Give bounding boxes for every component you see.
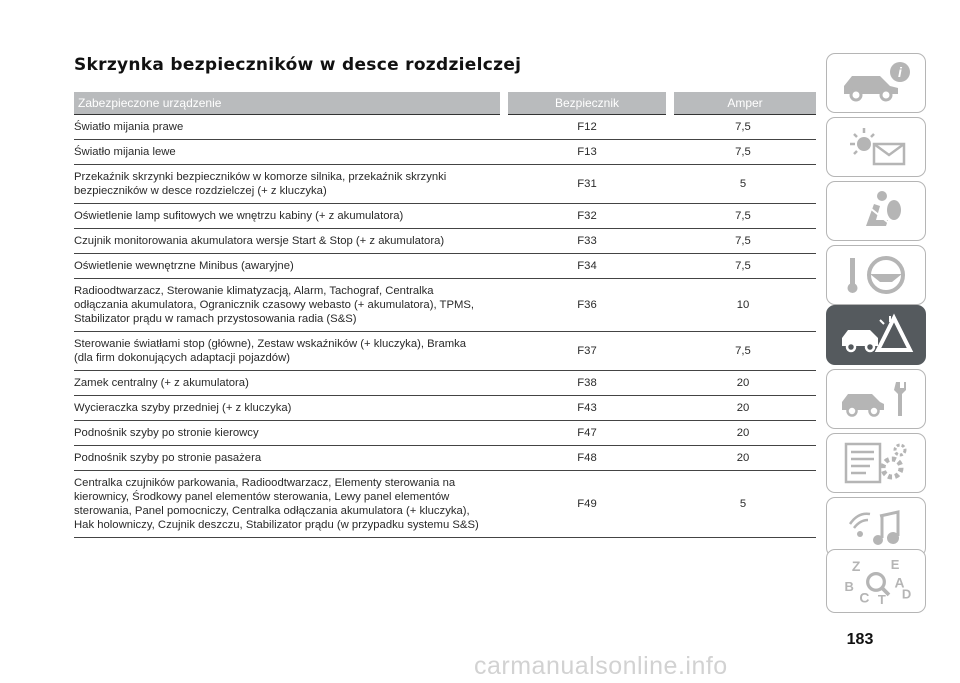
cell-device: Sterowanie światłami stop (główne), Zestaw wskaźników (+ kluczyka), Bramka (dla firm dokonujących adaptacji pojazdów) xyxy=(74,332,504,371)
cell-device: Światło mijania lewe xyxy=(74,140,504,165)
steering-wheel-key-icon xyxy=(836,250,916,300)
tab-emergency[interactable] xyxy=(826,305,926,365)
cell-fuse: F32 xyxy=(504,204,670,229)
cell-amp: 7,5 xyxy=(670,204,816,229)
fuse-table xyxy=(74,92,816,538)
index-letter-c: C xyxy=(859,589,870,606)
cell-device: Podnośnik szyby po stronie kierowcy xyxy=(74,421,504,446)
header-device: Zabezpieczone urządzenie xyxy=(74,92,504,115)
cell-fuse: F43 xyxy=(504,396,670,421)
alphabetical-index-icon xyxy=(836,556,916,606)
cell-amp: 5 xyxy=(670,165,816,204)
car-service-icon xyxy=(836,374,916,424)
table-row xyxy=(74,332,816,371)
warning-lights-icon xyxy=(836,122,916,172)
table-row xyxy=(74,371,816,396)
tab-multimedia[interactable] xyxy=(826,497,926,557)
cell-device: Przekaźnik skrzynki bezpieczników w komorze silnika, przekaźnik skrzynki bezpieczników w desce rozdzielczej (+ z kluczyka) xyxy=(74,165,504,204)
table-row xyxy=(74,279,816,332)
cell-fuse: F33 xyxy=(504,229,670,254)
tab-safety[interactable] xyxy=(826,181,926,241)
cell-device: Światło mijania prawe xyxy=(74,115,504,140)
cell-device: Czujnik monitorowania akumulatora wersje Start & Stop (+ z akumulatora) xyxy=(74,229,504,254)
cell-amp: 7,5 xyxy=(670,140,816,165)
cell-amp: 7,5 xyxy=(670,254,816,279)
table-row xyxy=(74,471,816,538)
airbag-seat-icon xyxy=(836,186,916,236)
page-number: 183 xyxy=(846,631,874,648)
cell-amp: 5 xyxy=(670,471,816,538)
tab-maintenance[interactable] xyxy=(826,369,926,429)
cell-fuse: F38 xyxy=(504,371,670,396)
cell-amp: 20 xyxy=(670,421,816,446)
header-fuse: Bezpiecznik xyxy=(504,92,670,115)
cell-device: Oświetlenie lamp sufitowych we wnętrzu kabiny (+ z akumulatora) xyxy=(74,204,504,229)
cell-amp: 20 xyxy=(670,396,816,421)
cell-device: Centralka czujników parkowania, Radioodtwarzacz, Elementy sterowania na kierownicy, Środkowy panel elementów sterowania, Lewy panel elementów sterowania, Panel pomocniczy, Centralka odłączania akumulatora (+ kluczyka), Hak holowniczy, Czujnik deszczu, Stabilizator prądu (w przypadku systemu S&S) xyxy=(74,471,504,538)
tab-index[interactable] xyxy=(826,549,926,613)
cell-fuse: F36 xyxy=(504,279,670,332)
table-row xyxy=(74,140,816,165)
index-letter-d: D xyxy=(901,586,912,602)
index-letter-t: T xyxy=(877,592,886,606)
table-row xyxy=(74,446,816,471)
tab-warning-lights[interactable] xyxy=(826,117,926,177)
tab-technical-data[interactable] xyxy=(826,433,926,493)
cell-fuse: F37 xyxy=(504,332,670,371)
cell-amp: 20 xyxy=(670,371,816,396)
index-letter-b: B xyxy=(844,579,854,595)
table-row xyxy=(74,254,816,279)
table-row xyxy=(74,204,816,229)
table-row xyxy=(74,115,816,140)
table-row xyxy=(74,229,816,254)
cell-device: Zamek centralny (+ z akumulatora) xyxy=(74,371,504,396)
index-letter-z: Z xyxy=(851,557,861,574)
cell-fuse: F47 xyxy=(504,421,670,446)
cell-amp: 7,5 xyxy=(670,332,816,371)
table-row xyxy=(74,396,816,421)
car-warning-triangle-icon xyxy=(836,310,916,360)
cell-fuse: F12 xyxy=(504,115,670,140)
cell-amp: 7,5 xyxy=(670,229,816,254)
cell-fuse: F13 xyxy=(504,140,670,165)
cell-device: Wycieraczka szyby przedniej (+ z kluczyka) xyxy=(74,396,504,421)
cell-device: Podnośnik szyby po stronie pasażera xyxy=(74,446,504,471)
table-row xyxy=(74,421,816,446)
svg-text:i: i xyxy=(898,64,902,80)
cell-fuse: F48 xyxy=(504,446,670,471)
cell-amp: 20 xyxy=(670,446,816,471)
tab-starting-driving[interactable] xyxy=(826,245,926,305)
car-info-icon xyxy=(836,58,916,108)
cell-amp: 7,5 xyxy=(670,115,816,140)
cell-fuse: F34 xyxy=(504,254,670,279)
cell-device: Oświetlenie wewnętrzne Minibus (awaryjne) xyxy=(74,254,504,279)
multimedia-icon xyxy=(836,502,916,552)
page-title: Skrzynka bezpieczników w desce rozdzielczej xyxy=(74,55,522,75)
specifications-gear-icon xyxy=(836,438,916,488)
index-letter-a: A xyxy=(894,574,905,591)
table-header-row xyxy=(74,92,816,115)
index-letter-e: E xyxy=(890,556,900,572)
cell-fuse: F49 xyxy=(504,471,670,538)
header-amp: Amper xyxy=(670,92,816,115)
tab-car-info[interactable] xyxy=(826,53,926,113)
watermark: carmanualsonline.info xyxy=(474,652,728,680)
cell-fuse: F31 xyxy=(504,165,670,204)
table-row xyxy=(74,165,816,204)
cell-amp: 10 xyxy=(670,279,816,332)
cell-device: Radioodtwarzacz, Sterowanie klimatyzacją, Alarm, Tachograf, Centralka odłączania akumulatora, Ogranicznik czasowy webasto (+ akumulatora), TPMS, Stabilizator prądu w ramach przystosowania radia (S&S) xyxy=(74,279,504,332)
